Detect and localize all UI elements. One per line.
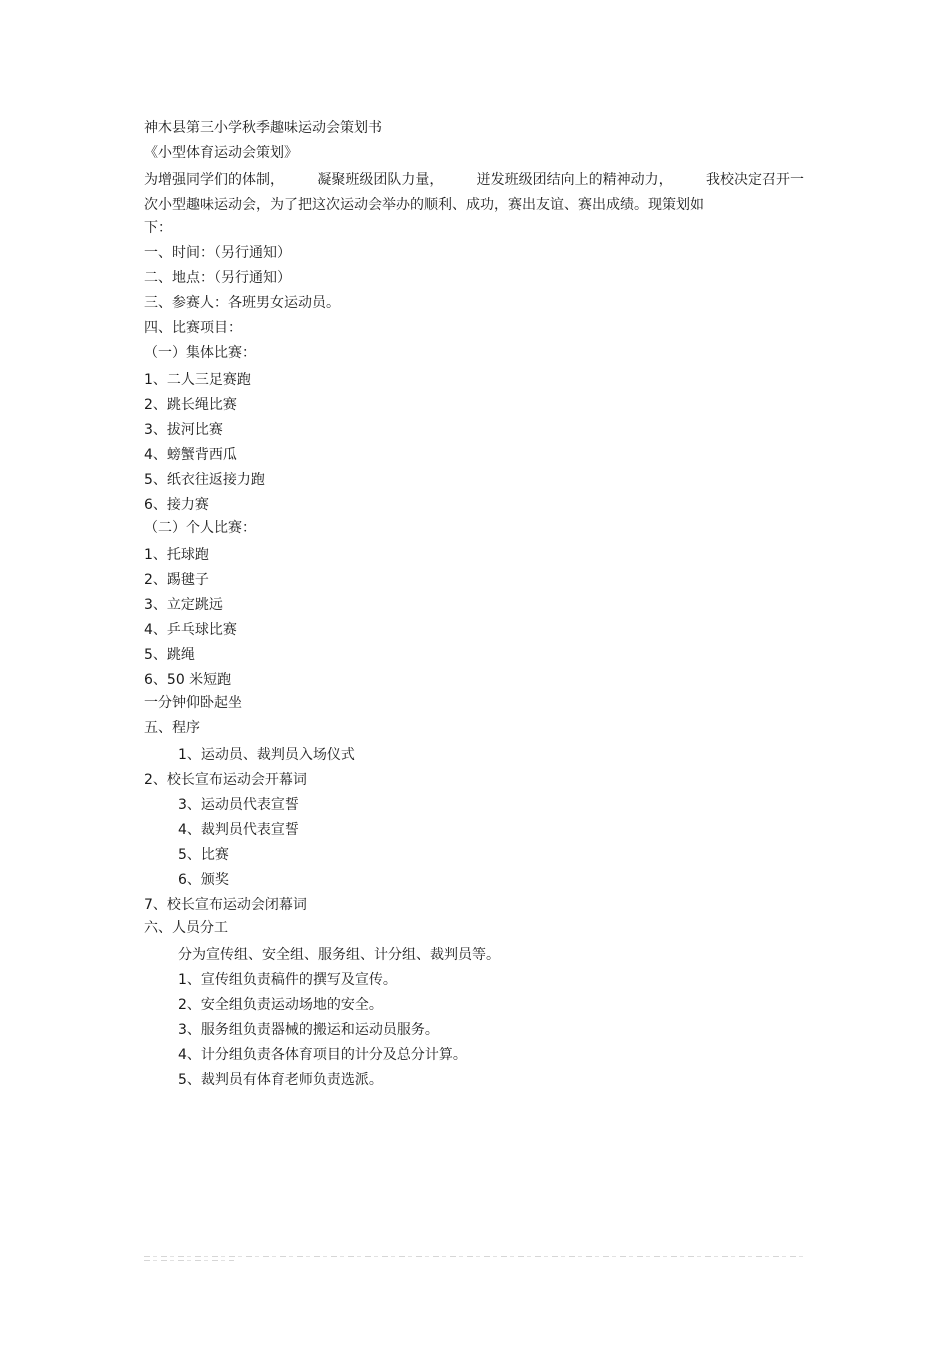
staff-heading: 六、人员分工 — [144, 920, 228, 936]
place-line: 二、地点：（另行通知） — [144, 270, 291, 286]
group-event-item: 6、接力赛 — [144, 497, 209, 513]
intro-part-1: 为增强同学们的体制， — [144, 172, 284, 188]
individual-event-item: 2、踢毽子 — [144, 572, 209, 588]
footer-watermark-noise — [144, 1256, 804, 1266]
intro-line-2: 次小型趣味运动会，为了把这次运动会举办的顺利、成功，赛出友谊、赛出成绩。现策划如 — [144, 197, 704, 213]
group-event-item: 3、拔河比赛 — [144, 422, 223, 438]
footer-noise-line — [144, 1260, 234, 1261]
document-subtitle: 《小型体育运动会策划》 — [144, 145, 298, 161]
document-title: 神木县第三小学秋季趣味运动会策划书 — [144, 120, 382, 136]
program-item: 7、校长宣布运动会闭幕词 — [144, 897, 307, 913]
staff-item: 4、计分组负责各体育项目的计分及总分计算。 — [178, 1047, 467, 1063]
program-item: 3、运动员代表宣誓 — [178, 797, 299, 813]
program-item: 2、校长宣布运动会开幕词 — [144, 772, 307, 788]
intro-part-2: 凝聚班级团队力量， — [317, 172, 444, 188]
program-item: 5、比赛 — [178, 847, 229, 863]
program-item: 6、颁奖 — [178, 872, 229, 888]
program-item: 1、运动员、裁判员入场仪式 — [178, 747, 355, 763]
group-event-item: 5、纸衣往返接力跑 — [144, 472, 265, 488]
program-item: 4、裁判员代表宣誓 — [178, 822, 299, 838]
staff-item: 1、宣传组负责稿件的撰写及宣传。 — [178, 972, 397, 988]
footer-noise-line — [144, 1256, 804, 1257]
intro-line-3: 下： — [144, 220, 172, 236]
individual-event-item: 4、乒乓球比赛 — [144, 622, 237, 638]
intro-part-4: 我校决定召开一 — [705, 172, 804, 188]
time-line: 一、时间：（另行通知） — [144, 245, 291, 261]
program-heading: 五、程序 — [144, 720, 200, 736]
staff-item: 3、服务组负责器械的搬运和运动员服务。 — [178, 1022, 439, 1038]
intro-part-3: 迸发班级团结向上的精神动力， — [476, 172, 673, 188]
individual-event-item: 5、跳绳 — [144, 647, 195, 663]
staff-item: 5、裁判员有体育老师负责选派。 — [178, 1072, 383, 1088]
group-event-item: 4、螃蟹背西瓜 — [144, 447, 237, 463]
intro-paragraph — [144, 168, 804, 238]
participants-line: 三、参赛人：各班男女运动员。 — [144, 295, 340, 311]
group-event-item: 2、跳长绳比赛 — [144, 397, 237, 413]
individual-event-item: 1、托球跑 — [144, 547, 209, 563]
staff-item: 2、安全组负责运动场地的安全。 — [178, 997, 383, 1013]
group-event-item: 1、二人三足赛跑 — [144, 372, 251, 388]
individual-events-heading: （二）个人比赛： — [144, 520, 256, 536]
events-heading: 四、比赛项目： — [144, 320, 242, 336]
individual-event-item: 6、50 米短跑 — [144, 672, 232, 688]
individual-event-item: 一分钟仰卧起坐 — [144, 695, 242, 711]
staff-intro: 分为宣传组、安全组、服务组、计分组、裁判员等。 — [178, 947, 500, 963]
group-events-heading: （一）集体比赛： — [144, 345, 256, 361]
individual-event-item: 3、立定跳远 — [144, 597, 223, 613]
